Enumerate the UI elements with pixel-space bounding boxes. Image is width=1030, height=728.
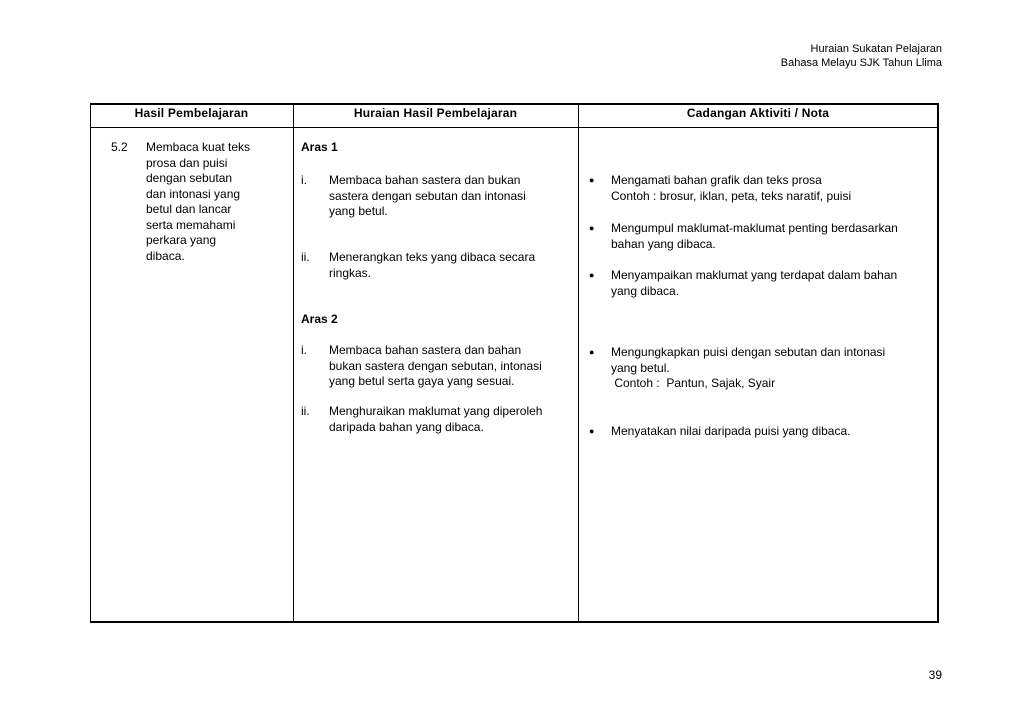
text-line: Membaca bahan sastera dan bukan [329,173,521,187]
bullet-icon: ● [589,426,595,436]
header-row-divider [90,127,938,128]
text-line: Mengumpul maklumat-maklumat penting berdasarkan [611,221,898,235]
text-line: Menerangkan teks yang dibaca secara [329,250,536,264]
bullet-icon: ● [589,270,595,280]
text-line: bahan yang dibaca. [611,236,716,251]
table-border-right [937,103,939,623]
bullet-icon: ● [589,347,595,357]
text-line: prosa dan puisi [146,155,228,170]
text-line: serta memahami [146,217,236,232]
item-number: ii. [301,250,310,264]
text-line: Mengungkapkan puisi dengan sebutan dan intonasi [611,345,886,359]
column-header-learning-outcome: Hasil Pembelajaran [134,106,249,120]
text-line: Membaca kuat teks [146,140,251,154]
text-line: Menyatakan nilai daripada puisi yang dibaca. [611,424,851,438]
text-line: yang betul. [611,360,670,375]
level-title: Aras 2 [301,312,338,326]
column-header-description: Huraian Hasil Pembelajaran [353,106,518,120]
text-line: dibaca. [146,248,185,263]
text-line: betul dan lancar [146,202,232,216]
column-divider-2 [578,103,579,622]
item-number: i. [301,343,307,357]
column-header-activities: Cadangan Aktiviti / Nota [686,106,830,120]
header-title: Huraian Sukatan Pelajaran [810,43,942,55]
column-divider-1 [293,103,294,622]
text-line: dan intonasi yang [146,186,241,201]
learning-outcome-number: 5.2 [111,140,128,154]
document-header [781,42,942,70]
page-number: 39 [928,668,942,682]
item-number: ii. [301,404,310,418]
text-line: Menghuraikan maklumat yang diperoleh [329,404,543,418]
bullet-icon: ● [589,223,595,233]
item-number: i. [301,173,307,187]
text-line: bukan sastera dengan sebutan, intonasi [329,358,542,373]
bullet-icon: ● [589,175,595,185]
text-line: yang betul serta gaya yang sesuai. [329,374,515,388]
text-line: Menyampaikan maklumat yang terdapat dalam bahan [611,268,898,282]
level-title: Aras 1 [301,140,338,154]
text-line: yang dibaca. [611,283,680,298]
text-line: Membaca bahan sastera dan bahan [329,343,522,357]
text-line: daripada bahan yang dibaca. [329,419,484,434]
table-border-left [90,103,91,622]
text-line: Contoh : Pantun, Sajak, Syair [611,376,776,390]
text-line: Mengamati bahan grafik dan teks prosa [611,173,822,187]
text-line: dengan sebutan [146,171,233,185]
text-line: perkara yang [146,233,217,247]
text-line: yang betul. [329,204,388,218]
table-border-bottom [90,621,939,623]
text-line: sastera dengan sebutan dan intonasi [329,188,526,203]
text-line: ringkas. [329,265,372,280]
header-subtitle: Bahasa Melayu SJK Tahun Llima [780,57,942,69]
text-line: Contoh : brosur, iklan, peta, teks naratif, puisi [611,188,852,203]
